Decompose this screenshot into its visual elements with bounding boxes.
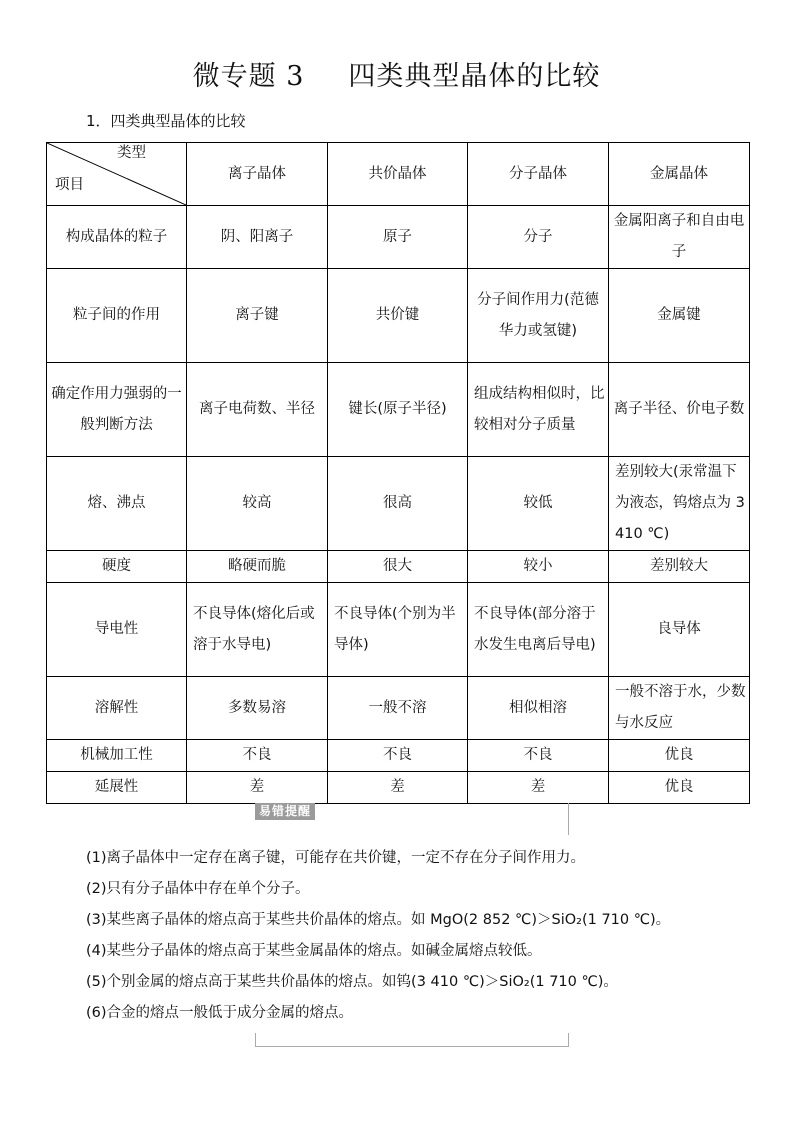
table-cell: 不良导体(个别为半导体) xyxy=(328,583,468,677)
table-cell: 离子半径、价电子数 xyxy=(609,363,750,457)
title-prefix: 微专题 3 xyxy=(192,61,305,92)
box-border xyxy=(568,803,569,835)
table-cell: 多数易溶 xyxy=(187,677,328,740)
tip-item: (2)只有分子晶体中存在单个分子。 xyxy=(86,881,310,897)
row-label: 熔、沸点 xyxy=(47,457,187,551)
table-cell: 不良导体(熔化后或溶于水导电) xyxy=(187,583,328,677)
table-row xyxy=(47,551,750,583)
table-cell: 良导体 xyxy=(609,583,750,677)
table-cell: 金属键 xyxy=(609,269,750,363)
table-cell: 不良导体(部分溶于水发生电离后导电) xyxy=(468,583,609,677)
row-label: 硬度 xyxy=(47,551,187,583)
table-row xyxy=(47,269,750,363)
table-cell: 差 xyxy=(187,772,328,804)
table-cell: 离子键 xyxy=(187,269,328,363)
row-label: 确定作用力强弱的一般判断方法 xyxy=(47,363,187,457)
table-cell: 差 xyxy=(468,772,609,804)
table-row xyxy=(47,206,750,269)
table-row xyxy=(47,677,750,740)
table-row xyxy=(47,363,750,457)
tips-tag: 易错提醒 xyxy=(255,803,315,820)
corner-header-cell xyxy=(47,143,187,206)
title-main: 四类典型晶体的比较 xyxy=(348,61,601,92)
header-type-label: 类型 xyxy=(117,145,146,161)
table-cell: 一般不溶 xyxy=(328,677,468,740)
table-cell: 不良 xyxy=(468,740,609,772)
tips-list xyxy=(86,843,670,1029)
table-cell: 很高 xyxy=(328,457,468,551)
table-cell: 较小 xyxy=(468,551,609,583)
box-border xyxy=(255,1033,256,1047)
tip-item: (6)合金的熔点一般低于成分金属的熔点。 xyxy=(86,1005,354,1021)
table-cell: 优良 xyxy=(609,740,750,772)
box-border xyxy=(568,1033,569,1047)
table-cell: 较高 xyxy=(187,457,328,551)
column-header-metallic: 金属晶体 xyxy=(609,143,750,206)
row-label: 粒子间的作用 xyxy=(47,269,187,363)
table-cell: 相似相溶 xyxy=(468,677,609,740)
table-row xyxy=(47,740,750,772)
table-cell: 很大 xyxy=(328,551,468,583)
table-cell: 金属阳离子和自由电子 xyxy=(609,206,750,269)
header-row xyxy=(47,143,750,206)
table-row xyxy=(47,457,750,551)
tip-item: (5)个别金属的熔点高于某些共价晶体的熔点。如钨(3 410 ℃)＞SiO₂(1 710 ℃)。 xyxy=(86,974,618,990)
table-cell: 离子电荷数、半径 xyxy=(187,363,328,457)
row-label: 延展性 xyxy=(47,772,187,804)
header-item-label: 项目 xyxy=(55,177,84,193)
table-cell: 共价键 xyxy=(328,269,468,363)
table-row xyxy=(47,583,750,677)
tip-item: (4)某些分子晶体的熔点高于某些金属晶体的熔点。如碱金属熔点较低。 xyxy=(86,943,542,959)
table-cell: 优良 xyxy=(609,772,750,804)
table-cell: 组成结构相似时，比较相对分子质量 xyxy=(468,363,609,457)
tip-item: (1)离子晶体中一定存在离子键，可能存在共价键，一定不存在分子间作用力。 xyxy=(86,850,586,866)
section-heading: 1．四类典型晶体的比较 xyxy=(86,112,246,130)
table-cell: 差 xyxy=(328,772,468,804)
column-header-ionic: 离子晶体 xyxy=(187,143,328,206)
table-cell: 阴、阳离子 xyxy=(187,206,328,269)
row-label: 机械加工性 xyxy=(47,740,187,772)
table-cell: 分子 xyxy=(468,206,609,269)
column-header-covalent: 共价晶体 xyxy=(328,143,468,206)
table-cell: 差别较大 xyxy=(609,551,750,583)
box-border xyxy=(255,1046,569,1047)
table-cell: 较低 xyxy=(468,457,609,551)
page-title xyxy=(0,54,793,93)
table-cell: 略硬而脆 xyxy=(187,551,328,583)
table-cell: 原子 xyxy=(328,206,468,269)
column-header-molecular: 分子晶体 xyxy=(468,143,609,206)
table-cell: 差别较大(汞常温下为液态，钨熔点为 3 410 ℃) xyxy=(609,457,750,551)
row-label: 溶解性 xyxy=(47,677,187,740)
table-cell: 分子间作用力(范德华力或氢键) xyxy=(468,269,609,363)
table-cell: 键长(原子半径) xyxy=(328,363,468,457)
row-label: 构成晶体的粒子 xyxy=(47,206,187,269)
table-row xyxy=(47,772,750,804)
row-label: 导电性 xyxy=(47,583,187,677)
table-cell: 不良 xyxy=(187,740,328,772)
table-cell: 一般不溶于水，少数与水反应 xyxy=(609,677,750,740)
table-cell: 不良 xyxy=(328,740,468,772)
tip-item: (3)某些离子晶体的熔点高于某些共价晶体的熔点。如 MgO(2 852 ℃)＞SiO₂(1 710 ℃)。 xyxy=(86,912,671,928)
comparison-table xyxy=(46,142,750,804)
